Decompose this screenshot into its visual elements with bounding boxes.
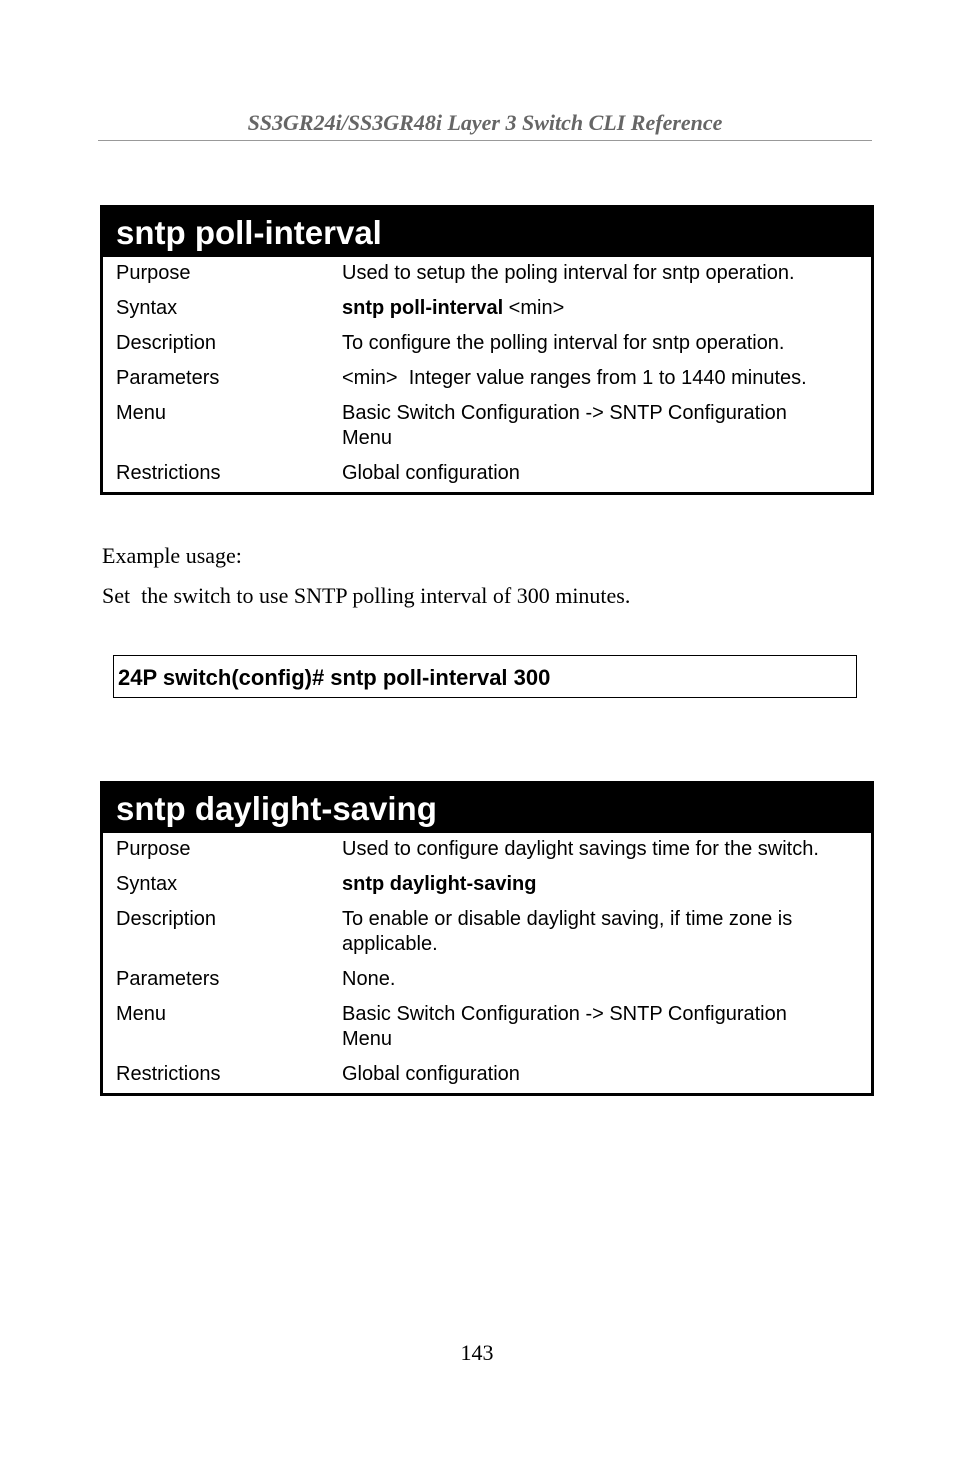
command-box-daylight-saving — [100, 781, 874, 1096]
example-code-box: 24P switch(config)# sntp poll-interval 300 — [113, 655, 857, 698]
row-label: Description — [116, 908, 217, 930]
example-description: Set the switch to use SNTP polling interval of 300 minutes. — [102, 583, 631, 608]
row-label: Restrictions — [116, 1063, 221, 1085]
table-row — [103, 331, 871, 366]
running-header: SS3GR24i/SS3GR48i Layer 3 Switch CLI Reference — [247, 110, 723, 135]
command-table — [103, 833, 871, 1093]
syntax-command: sntp poll-interval — [342, 297, 504, 319]
table-row — [103, 461, 871, 490]
table-row — [103, 366, 871, 401]
row-label: Menu — [116, 1003, 167, 1025]
table-row — [103, 1002, 871, 1062]
command-box-poll-interval — [100, 205, 874, 495]
row-value: Global configuration — [342, 462, 520, 484]
row-label: Parameters — [116, 968, 220, 990]
row-label: Restrictions — [116, 462, 221, 484]
table-row — [103, 837, 871, 872]
table-row — [103, 296, 871, 331]
header-rule — [98, 140, 872, 141]
syntax-argument: <min> — [503, 297, 565, 319]
row-value: Global configuration — [342, 1063, 520, 1085]
row-label: Purpose — [116, 262, 191, 284]
row-value: To configure the polling interval for sntp operation. — [342, 332, 785, 354]
row-value: Basic Switch Configuration -> SNTP Configuration Menu — [342, 402, 787, 449]
syntax-command: sntp daylight-saving — [342, 873, 537, 895]
table-row — [103, 907, 871, 967]
table-row — [103, 401, 871, 461]
row-value: To enable or disable daylight saving, if time zone is applicable. — [342, 908, 793, 955]
table-row — [103, 1062, 871, 1091]
row-value: Used to configure daylight savings time for the switch. — [342, 838, 819, 860]
example-heading: Example usage: — [102, 543, 242, 568]
command-table — [103, 257, 871, 492]
row-label: Purpose — [116, 838, 191, 860]
command-title: sntp daylight-saving — [103, 781, 871, 833]
command-title: sntp poll-interval — [103, 205, 871, 257]
row-value: Used to setup the poling interval for sntp operation. — [342, 262, 795, 284]
row-value: None. — [342, 968, 396, 990]
row-label: Syntax — [116, 297, 178, 319]
row-value — [342, 296, 862, 321]
row-label: Parameters — [116, 367, 220, 389]
row-value: <min> Integer value ranges from 1 to 1440 minutes. — [342, 367, 807, 389]
row-label: Syntax — [116, 873, 178, 895]
row-value: Basic Switch Configuration -> SNTP Configuration Menu — [342, 1003, 787, 1050]
page-number: 143 — [460, 1340, 494, 1365]
row-label: Description — [116, 332, 217, 354]
row-label: Menu — [116, 402, 167, 424]
table-row — [103, 872, 871, 907]
table-row — [103, 967, 871, 1002]
table-row — [103, 261, 871, 296]
